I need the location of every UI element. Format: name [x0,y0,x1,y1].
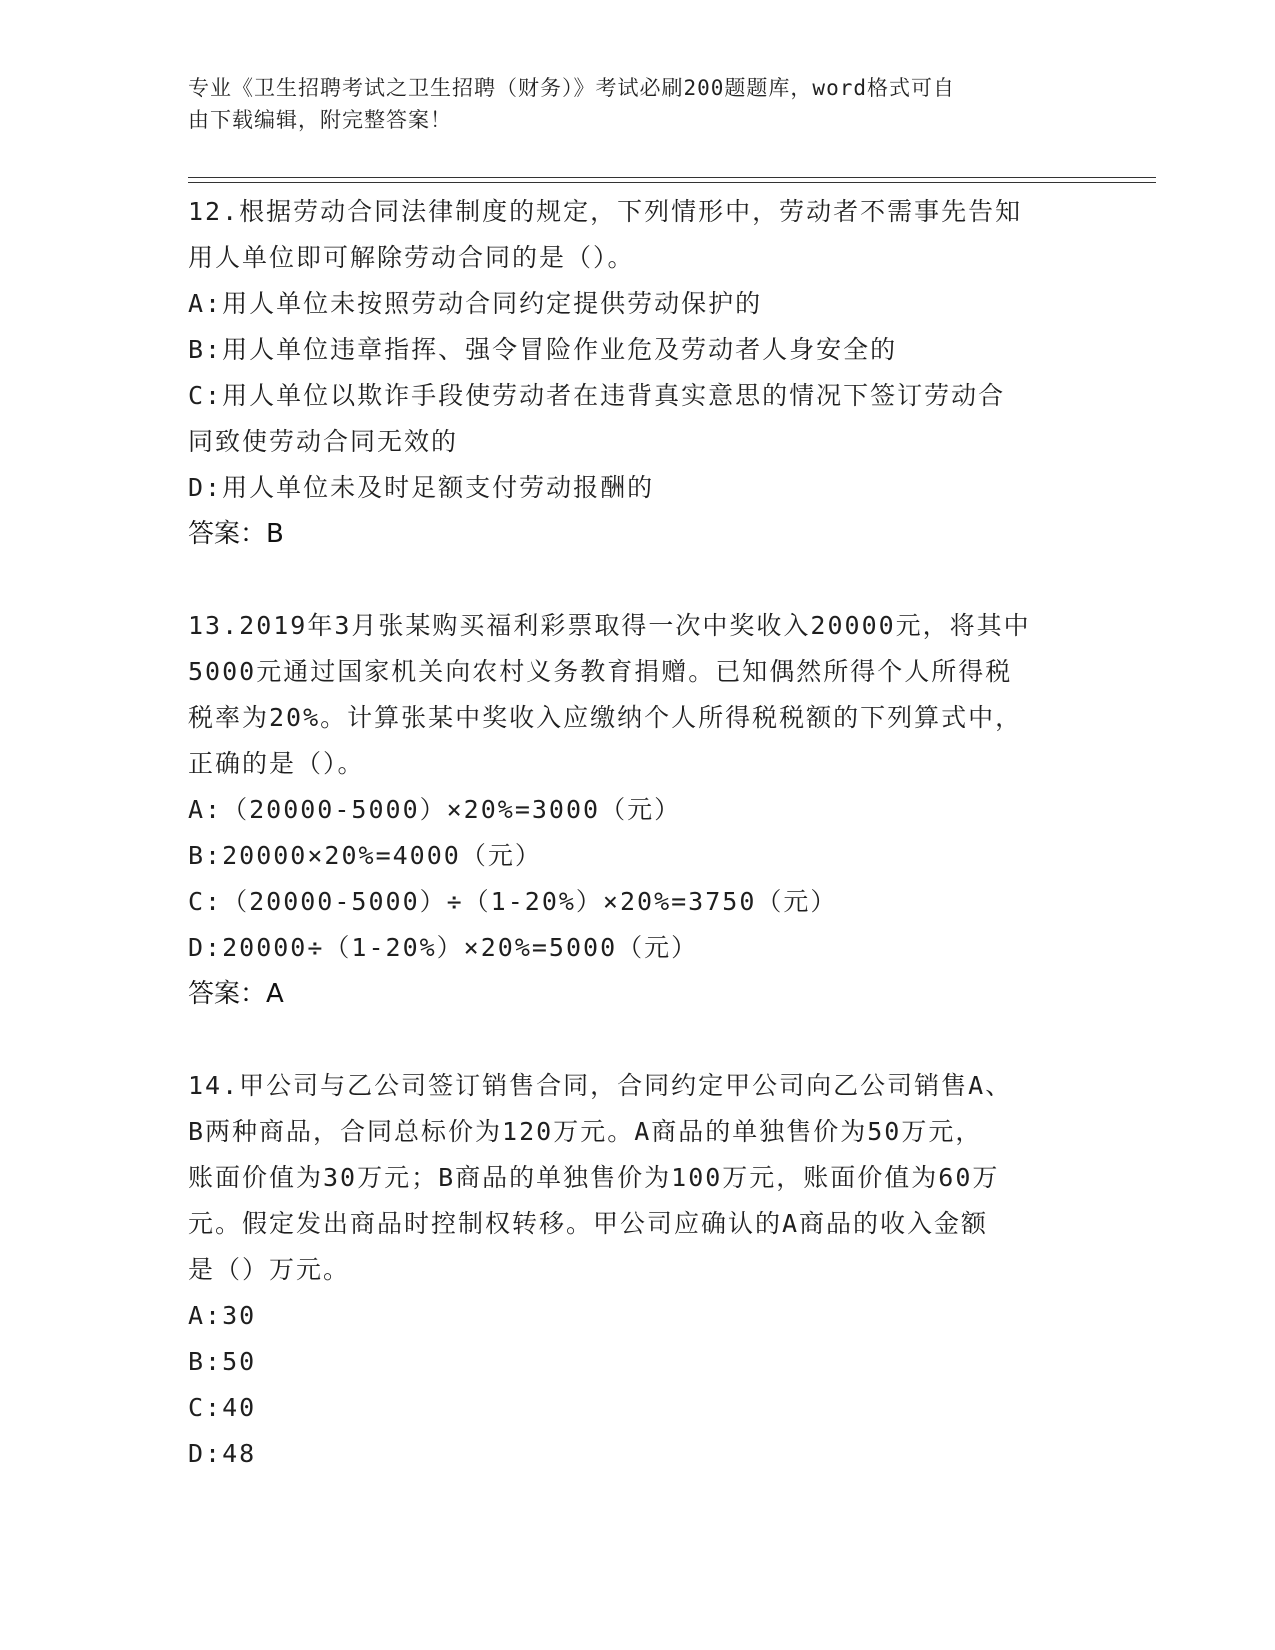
option-a: A:30 [188,1301,257,1330]
option-c: C:（20000-5000）÷（1-20%）×20%=3750（元） [188,887,838,916]
question-list [188,189,1088,1477]
question-stem-line: 用人单位即可解除劳动合同的是（）。 [188,243,635,272]
header-divider-thin [188,182,1156,183]
question-13 [188,603,1088,1017]
question-stem-line: 是（）万元。 [188,1255,351,1284]
header-line-1: 专业《卫生招聘考试之卫生招聘（财务）》考试必刷200题题库，word格式可自 [188,76,955,100]
question-spacer [188,1017,1088,1063]
answer-label: 答案：A [188,979,284,1009]
question-stem-line: 税率为20%。计算张某中奖收入应缴纳个人所得税税额的下列算式中， [188,703,1023,732]
question-stem-line: 5000元通过国家机关向农村义务教育捐赠。已知偶然所得个人所得税 [188,657,1013,686]
question-14 [188,1063,1088,1477]
option-c: C:用人单位以欺诈手段使劳动者在违背真实意思的情况下签订劳动合 [188,381,1006,410]
option-b: B:50 [188,1347,257,1376]
option-d: D:用人单位未及时足额支付劳动报酬的 [188,473,655,502]
question-stem-line: 正确的是（）。 [188,749,365,778]
question-stem-line: B两种商品，合同总标价为120万元。A商品的单独售价为50万元， [188,1117,983,1146]
option-a: A:用人单位未按照劳动合同约定提供劳动保护的 [188,289,763,318]
option-b: B:用人单位违章指挥、强令冒险作业危及劳动者人身安全的 [188,335,898,364]
header-line-2: 由下载编辑，附完整答案！ [188,108,452,132]
question-stem-line: 12.根据劳动合同法律制度的规定，下列情形中，劳动者不需事先告知 [188,197,1023,226]
answer-label: 答案：B [188,519,284,549]
question-stem-line: 13.2019年3月张某购买福利彩票取得一次中奖收入20000元，将其中 [188,611,1031,640]
option-c: C:40 [188,1393,257,1422]
option-b: B:20000×20%=4000（元） [188,841,542,870]
question-stem-line: 账面价值为30万元；B商品的单独售价为100万元，账面价值为60万 [188,1163,1000,1192]
question-stem-line: 14.甲公司与乙公司签订销售合同，合同约定甲公司向乙公司销售A、 [188,1071,1013,1100]
header-divider-thick [188,177,1156,178]
document-header [188,72,1068,136]
question-stem-line: 元。假定发出商品时控制权转移。甲公司应确认的A商品的收入金额 [188,1209,989,1238]
question-spacer [188,557,1088,603]
option-c-continued: 同致使劳动合同无效的 [188,427,459,456]
option-d: D:48 [188,1439,257,1468]
option-d: D:20000÷（1-20%）×20%=5000（元） [188,933,699,962]
question-12 [188,189,1088,557]
option-a: A:（20000-5000）×20%=3000（元） [188,795,682,824]
